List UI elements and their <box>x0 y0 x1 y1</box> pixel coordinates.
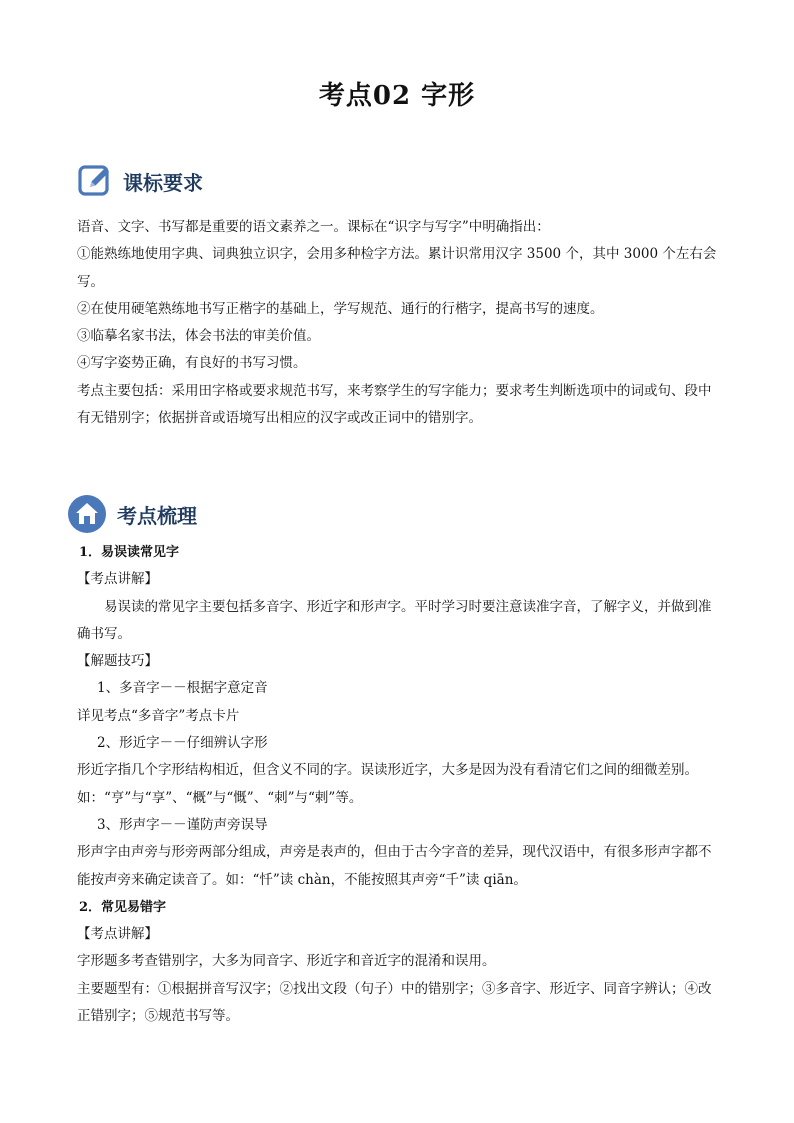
item-heading: 2．常见易错字 <box>79 899 167 915</box>
home-icon <box>67 494 107 534</box>
paragraph: 形近字指几个字形结构相近，但含义不同的字。误读形近字，大多是因为没有看清它们之间的细微差别。如：“亨”与“享”、“概”与“慨”、“刺”与“剌”等。 <box>77 762 698 806</box>
paragraph: 易误读的常见字主要包括多音字、形近字和形声字。平时学习时要注意读准字音，了解字义，并做到准确书写。 <box>77 598 712 642</box>
paragraph: 形声字由声旁与形旁两部分组成，声旁是表声的，但由于古今字音的差异，现代汉语中，有很多形声字都不能按声旁来确定读音了。如：“忏”读 chàn，不能按照其声旁“千”读 qiān。 <box>77 844 712 888</box>
paragraph: ④写字姿势正确，有良好的书写习惯。 <box>77 355 307 372</box>
section-header-label: 考点梳理 <box>117 503 197 528</box>
pencil-edit-icon <box>77 163 113 199</box>
curriculum-requirements <box>77 214 719 432</box>
section-header-label: 课标要求 <box>123 170 203 195</box>
paragraph: ③临摹名家书法，体会书法的审美价值。 <box>77 328 320 345</box>
skill-title: 2、形近字－－仔细辨认字形 <box>97 735 268 752</box>
paragraph: ②在使用硬笔熟练地书写正楷字的基础上，学写规范、通行的行楷字，提高书写的速度。 <box>77 300 604 317</box>
skills-label: 【解题技巧】 <box>77 653 158 670</box>
paragraph: 字形题多考查错别字，大多为同音字、形近字和音近字的混淆和误用。 <box>77 953 496 970</box>
item-heading: 1．易误读常见字 <box>79 545 180 560</box>
page-title: 考点02 字形 <box>318 81 476 111</box>
key-points-content <box>77 539 719 1030</box>
paragraph: 语音、文字、书写都是重要的语文素养之一。课标在“识字与写字”中明确指出： <box>77 219 550 235</box>
paragraph: 主要题型有：①根据拼音写汉字；②找出文段（句子）中的错别字；③多音字、形近字、同音字辨认；④改正错别字；⑤规范书写等。 <box>77 980 712 1025</box>
skill-title: 3、形声字－－谨防声旁误导 <box>97 816 268 833</box>
paragraph: ①能熟练地使用字典、词典独立识字，会用多种检字方法。累计识常用汉字 3500 个，其中 3000 个左右会写。 <box>77 246 717 290</box>
section-header-curriculum <box>77 161 203 201</box>
explain-label: 【考点讲解】 <box>77 926 158 943</box>
explain-label: 【考点讲解】 <box>77 571 158 588</box>
paragraph: 考点主要包括：采用田字格或要求规范书写，来考察学生的写字能力；要求考生判断选项中的词或句、段中有无错别字；依据拼音或语境写出相应的汉字或改正词中的错别字。 <box>77 382 712 427</box>
paragraph: 详见考点“多音字”考点卡片 <box>77 707 240 724</box>
section-header-key-points <box>67 494 197 534</box>
skill-title: 1、多音字－－根据字意定音 <box>97 680 268 697</box>
